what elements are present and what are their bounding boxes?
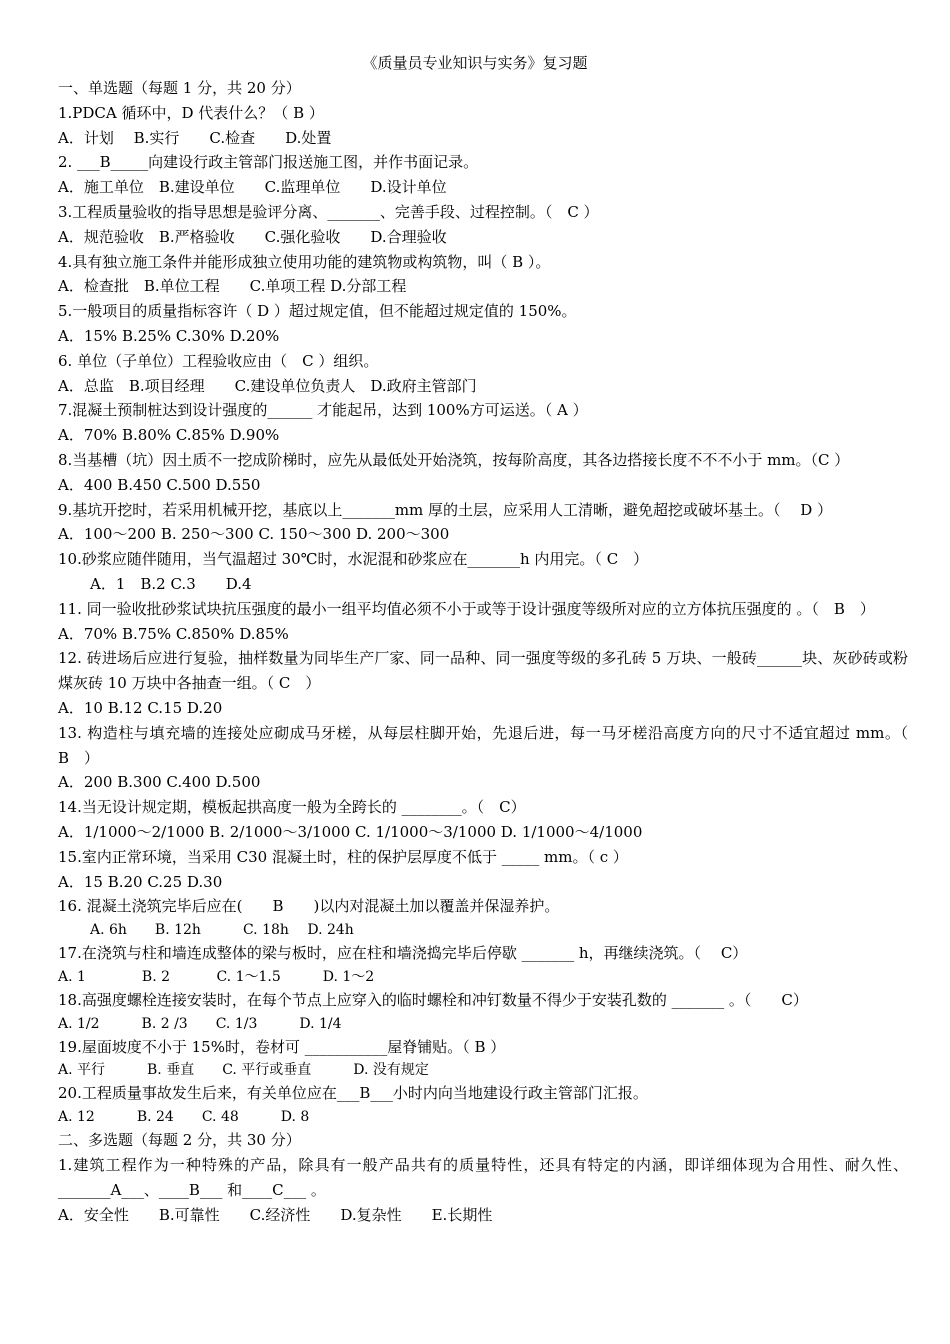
question-20: 20.工程质量事故发生后来，有关单位应在___B___小时内向当地建设行政主管部门汇报。 — [58, 1084, 648, 1103]
options-14: A．1/1000～2/1000 B. 2/1000～3/1000 C. 1/1000～3/1000 D. 1/1000～4/1000 — [58, 822, 643, 841]
question-7: 7.混凝土预制桩达到设计强度的______ 才能起吊，达到 100%方可运送。（ A ） — [58, 401, 588, 420]
question-5: 5.一般项目的质量指标容许（ D ）超过规定值，但不能超过规定值的 150%。 — [58, 302, 577, 321]
options-4: A．检查批 B.单位工程 C.单项工程 D.分部工程 — [58, 277, 407, 296]
question-15: 15.室内正常环境，当采用 C30 混凝土时，柱的保护层厚度不低于 _____ mm。（ c ） — [58, 847, 628, 866]
question-18: 18.高强度螺栓连接安装时，在每个节点上应穿入的临时螺栓和冲钉数量不得少于安装孔数的 _______ 。（ C） — [58, 990, 808, 1009]
options-9: A．100～200 B. 250～300 C. 150～300 D. 200～300 — [58, 525, 450, 544]
document-title: 《质量员专业知识与实务》复习题 — [362, 54, 588, 72]
question-19: 19.屋面坡度不小于 15%时，卷材可 ___________屋脊铺贴。（ B ） — [58, 1037, 506, 1056]
question-1: 1.PDCA 循环中，D 代表什么？（ B ） — [58, 103, 324, 122]
question-6: 6. 单位（子单位）工程验收应由（ C ）组织。 — [58, 351, 379, 370]
question-14: 14.当无设计规定期，模板起拱高度一般为全跨长的 ________。（ C） — [58, 798, 526, 817]
question-8: 8.当基槽（坑）因土质不一挖成阶梯时，应先从最低处开始浇筑，按每阶高度，其各边搭接长度不不不小于 mm。（C ） — [58, 450, 850, 469]
options-3: A．规范验收 B.严格验收 C.强化验收 D.合理验收 — [58, 227, 447, 246]
options-11: A．70% B.75% C.850% D.85% — [58, 624, 289, 643]
question-3: 3.工程质量验收的指导思想是验评分离、_______、完善手段、过程控制。（ C ） — [58, 202, 599, 221]
options-6: A．总监 B.项目经理 C.建设单位负责人 D.政府主管部门 — [58, 376, 477, 395]
options-7: A．70% B.80% C.85% D.90% — [58, 426, 280, 445]
options-20: A. 12 B. 24 C. 48 D. 8 — [58, 1109, 310, 1126]
options-15: A．15 B.20 C.25 D.30 — [58, 872, 223, 891]
options-18: A. 1/2 B. 2 /3 C. 1/3 D. 1/4 — [58, 1015, 342, 1032]
section-heading-single-choice: 一、单选题（每题 1 分，共 20 分） — [58, 79, 301, 97]
question-13: 13. 构造柱与填充墙的连接处应砌成马牙槎，从每层柱脚开始，先退后进，每一马牙槎沿高度方向的尺寸不适宜超过 mm。（ B ） — [58, 723, 908, 767]
section-heading-multiple-choice: 二、多选题（每题 2 分，共 30 分） — [58, 1131, 301, 1150]
question-11: 11. 同一验收批砂浆试块抗压强度的最小一组平均值必须不小于或等于设计强度等级所对应的立方体抗压强度的 。（ B ） — [58, 599, 875, 618]
question-12: 12. 砖进场后应进行复验，抽样数量为同毕生产厂家、同一品种、同一强度等级的多孔砖 5 万块、一般砖______块、灰砂砖或粉煤灰砖 10 万块中各抽查一组。（ C ） — [58, 649, 908, 693]
multi-options-1: A．安全性 B.可靠性 C.经济性 D.复杂性 E.长期性 — [58, 1205, 493, 1224]
question-10: 10.砂浆应随伴随用，当气温超过 30℃时，水泥混和砂浆应在_______h 内用完。（ C ） — [58, 550, 649, 569]
options-8: A．400 B.450 C.500 D.550 — [58, 475, 261, 494]
question-16: 16. 混凝土浇筑完毕后应在( B )以内对混凝土加以覆盖并保湿养护。 — [58, 897, 560, 916]
options-2: A．施工单位 B.建设单位 C.监理单位 D.设计单位 — [58, 178, 447, 197]
options-16: A. 6h B. 12h C. 18h D. 24h — [90, 922, 354, 939]
options-1: A．计划 B.实行 C.检查 D.处置 — [58, 128, 332, 147]
options-13: A．200 B.300 C.400 D.500 — [58, 773, 261, 792]
question-4: 4.具有独立施工条件并能形成独立使用功能的建筑物或构筑物，叫（ B ）。 — [58, 252, 551, 271]
options-10: A．1 B.2 C.3 D.4 — [90, 574, 252, 593]
question-17: 17.在浇筑与柱和墙连成整体的梁与板时，应在柱和墙浇捣完毕后停歇 _______ h，再继续浇筑。（ C） — [58, 944, 748, 963]
options-12: A．10 B.12 C.15 D.20 — [58, 698, 223, 717]
document-body — [58, 76, 908, 1227]
options-5: A．15% B.25% C.30% D.20% — [58, 326, 280, 345]
options-17: A. 1 B. 2 C. 1～1.5 D. 1～2 — [58, 968, 375, 985]
question-2: 2. ___B_____向建设行政主管部门报送施工图，并作书面记录。 — [58, 153, 479, 172]
multi-question-1: 1.建筑工程作为一种特殊的产品，除具有一般产品共有的质量特性，还具有特定的内涵，即详细体现为合用性、耐久性、_______A___、____B___ 和____C___ 。 — [58, 1156, 908, 1199]
question-9: 9.基坑开挖时，若采用机械开挖，基底以上_______mm 厚的土层，应采用人工清晰，避免超挖或破坏基土。（ D ） — [58, 500, 833, 519]
options-19: A. 平行 B. 垂直 C. 平行或垂直 D. 没有规定 — [58, 1062, 429, 1079]
